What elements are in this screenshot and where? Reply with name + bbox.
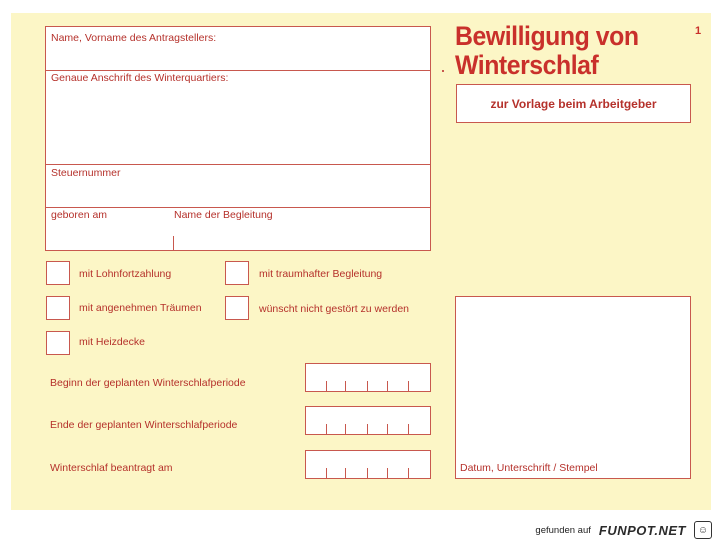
checkbox-traeume[interactable] bbox=[46, 296, 70, 320]
tax-number-label: Steuernummer bbox=[51, 167, 121, 179]
divider bbox=[45, 207, 431, 208]
date-tick bbox=[387, 381, 388, 391]
date-tick bbox=[387, 424, 388, 434]
title-line-1: Bewilligung von bbox=[455, 21, 639, 51]
found-on-text: gefunden auf bbox=[535, 524, 591, 536]
end-date-label: Ende der geplanten Winterschlafperiode bbox=[50, 419, 238, 431]
checkbox-label: mit Lohnfortzahlung bbox=[79, 268, 172, 280]
checkbox-label: mit Heizdecke bbox=[79, 336, 145, 348]
date-tick bbox=[408, 424, 409, 434]
checkbox-begleitung[interactable] bbox=[225, 261, 249, 285]
checkbox-lohnfortzahlung[interactable] bbox=[46, 261, 70, 285]
tax-number-field[interactable] bbox=[46, 180, 430, 206]
date-tick bbox=[326, 381, 327, 391]
name-field-label: Name, Vorname des Antragstellers: bbox=[51, 32, 217, 44]
checkbox-heizdecke[interactable] bbox=[46, 331, 70, 355]
birthdate-label: geboren am bbox=[51, 209, 108, 221]
subtitle-text: zur Vorlage beim Arbeitgeber bbox=[490, 96, 657, 111]
divider bbox=[173, 236, 174, 251]
dot bbox=[442, 70, 444, 72]
date-tick bbox=[367, 381, 368, 391]
footer bbox=[535, 521, 712, 539]
name-field[interactable] bbox=[46, 45, 430, 69]
applied-date-field[interactable] bbox=[305, 450, 431, 479]
date-tick bbox=[345, 381, 346, 391]
subtitle-box bbox=[456, 84, 691, 123]
date-tick bbox=[345, 424, 346, 434]
applied-date-label: Winterschlaf beantragt am bbox=[50, 462, 173, 474]
date-tick bbox=[367, 468, 368, 478]
birthdate-field[interactable] bbox=[46, 222, 172, 250]
address-field-label: Genaue Anschrift des Winterquartiers: bbox=[51, 72, 229, 84]
begin-date-field[interactable] bbox=[305, 363, 431, 392]
begin-date-label: Beginn der geplanten Winterschlafperiode bbox=[50, 377, 246, 389]
address-field[interactable] bbox=[46, 86, 430, 162]
signature-box[interactable] bbox=[455, 296, 691, 479]
signature-label: Datum, Unterschrift / Stempel bbox=[460, 462, 598, 474]
end-date-field[interactable] bbox=[305, 406, 431, 435]
date-tick bbox=[345, 468, 346, 478]
date-tick bbox=[326, 468, 327, 478]
funpot-logo[interactable]: FUNPOT.NET bbox=[598, 522, 686, 538]
checkbox-label: mit angenehmen Träumen bbox=[79, 302, 202, 314]
companion-field[interactable] bbox=[175, 222, 430, 250]
checkbox-label: wünscht nicht gestört zu werden bbox=[259, 303, 409, 315]
checkbox-nicht-stoeren[interactable] bbox=[225, 296, 249, 320]
date-tick bbox=[367, 424, 368, 434]
page-number: 1 bbox=[695, 25, 702, 37]
companion-label: Name der Begleitung bbox=[174, 209, 273, 221]
date-tick bbox=[408, 468, 409, 478]
form-title bbox=[455, 22, 639, 80]
smiley-icon: ☺ bbox=[694, 521, 712, 539]
checkbox-label: mit traumhafter Begleitung bbox=[259, 268, 383, 280]
title-line-2: Winterschlaf bbox=[455, 50, 599, 80]
date-tick bbox=[326, 424, 327, 434]
divider bbox=[45, 164, 431, 165]
divider bbox=[45, 70, 431, 71]
date-tick bbox=[408, 381, 409, 391]
date-tick bbox=[387, 468, 388, 478]
